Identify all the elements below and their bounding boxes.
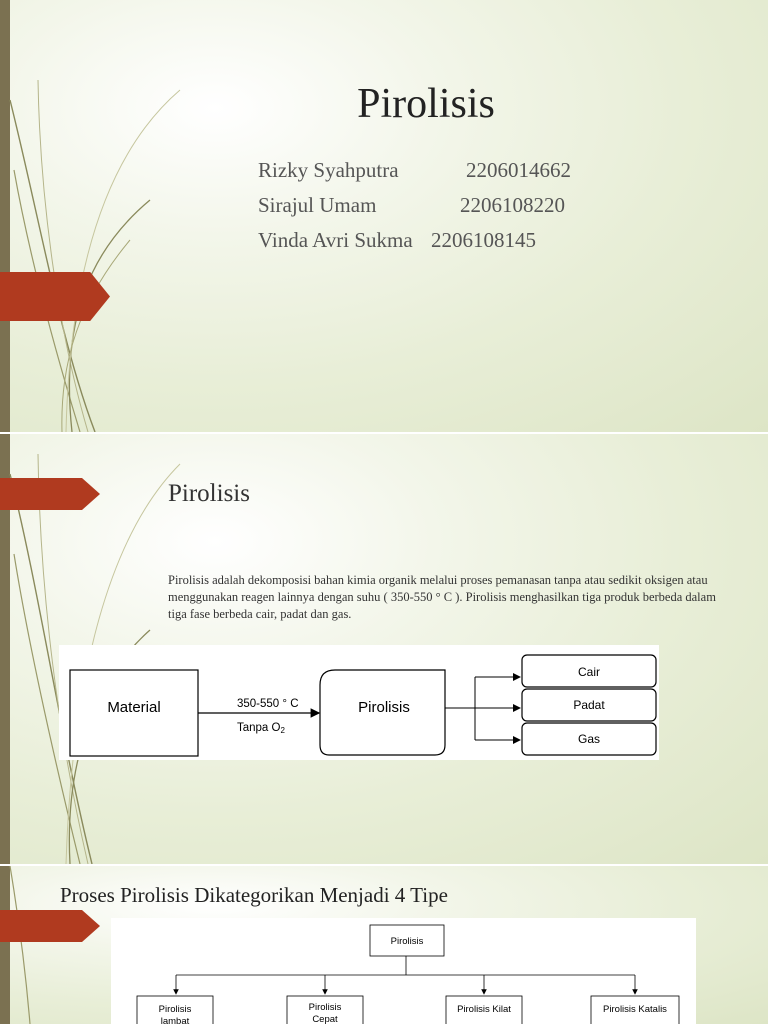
member-row	[258, 158, 571, 183]
member-name: Sirajul Umam	[258, 193, 377, 217]
type-tree-diagram	[111, 918, 696, 1024]
accent-arrow	[0, 272, 110, 321]
type-label: Cepat	[312, 1014, 338, 1024]
type-label: Pirolisis Katalis	[603, 1004, 667, 1015]
member-row	[258, 193, 565, 218]
decorative-curves	[0, 0, 200, 432]
member-id: 2206108220	[460, 193, 565, 217]
condition-temperature: 350-550 ° C	[237, 698, 299, 710]
type-label: Pirolisis Kilat	[457, 1004, 511, 1015]
slide-types	[0, 866, 768, 1024]
member-name: Vinda Avri Sukma	[258, 228, 413, 252]
type-label: lambat	[160, 1016, 190, 1024]
condition-gas: Tanpa O2	[237, 722, 285, 735]
member-name: Rizky Syahputra	[258, 158, 399, 182]
output-label: Gas	[577, 732, 601, 746]
member-id: 2206108145	[431, 228, 536, 252]
type-label: Pirolisis	[308, 1002, 342, 1013]
output-label: Cair	[577, 665, 601, 679]
slide-title	[0, 0, 768, 432]
slide-definition	[0, 434, 768, 864]
slide-title-text: Proses Pirolisis Dikategorikan Menjadi 4 Tipe	[60, 883, 448, 907]
member-row	[258, 228, 536, 253]
slide-title-text: Pirolisis	[168, 480, 250, 507]
slide-title-text: Pirolisis	[357, 81, 495, 127]
definition-paragraph: Pirolisis adalah dekomposisi bahan kimia organik melalui proses pemanasan tanpa atau sedikit oksigen atau menggunakan reagen lainnya dengan suhu ( 350-550 ° C ). Pirolisis menghasilkan tiga produk berbeda dalam tiga fase berbeda cair, padat dan gas.	[168, 573, 716, 621]
output-label: Padat	[573, 698, 605, 712]
root-label: Pirolisis	[390, 936, 424, 947]
process-label: Pirolisis	[358, 699, 410, 716]
process-diagram-svg	[59, 645, 659, 760]
accent-arrow	[0, 910, 100, 942]
input-label: Material	[107, 699, 161, 716]
type-tree-svg	[111, 918, 696, 1024]
member-id: 2206014662	[466, 158, 571, 182]
process-diagram	[59, 645, 659, 760]
type-label: Pirolisis	[158, 1004, 192, 1015]
accent-arrow	[0, 478, 100, 510]
